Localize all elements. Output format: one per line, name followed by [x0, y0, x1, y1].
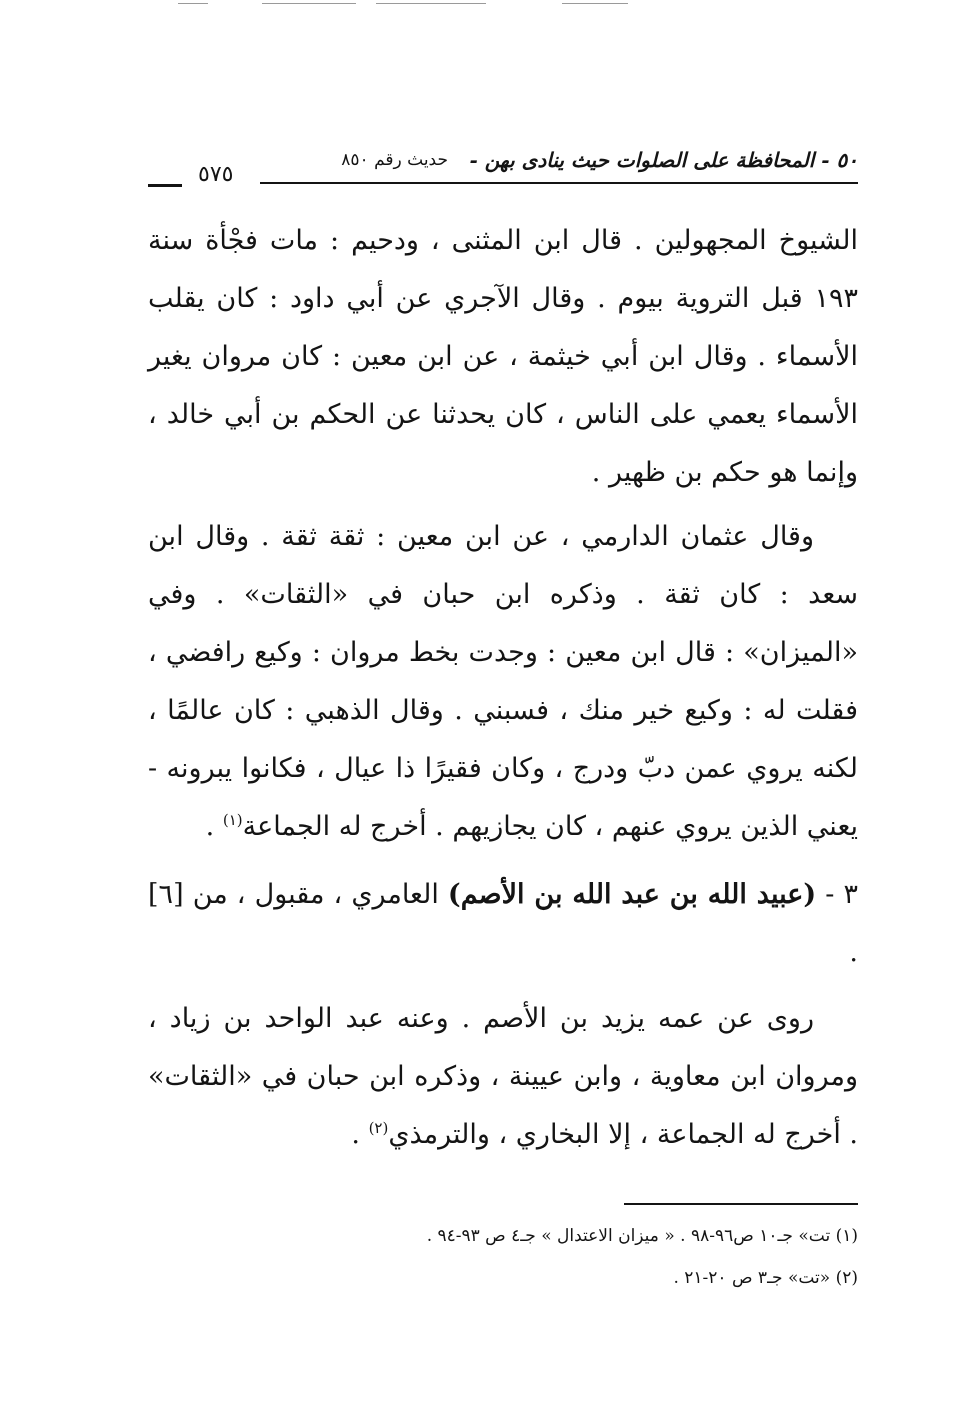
paragraph-4-text: روى عن عمه يزيد بن الأصم . وعنه عبد الواحد بن زياد ، ومروان ابن معاوية ، وابن عيينة ، وذكره ابن حبان في «الثقات» . أخرج له الجماعة ، إلا البخاري ، والترمذي	[148, 1003, 858, 1150]
footnotes	[148, 1215, 858, 1299]
book-page	[148, 140, 858, 1300]
paragraph-1: الشيوخ المجهولين . قال ابن المثنى ، ودحيم : مات فجْأة سنة ١٩٣ قبل التروية بيوم . وقال الآجري عن أبي داود : كان يقلب الأسماء . وقال ابن أبي خيثمة ، عن ابن معين : كان مروان يغير الأسماء يعمي على الناس ، كان يحدثنا عن الحكم بن أبي خالد ، وإنما هو حكم بن ظهير .	[148, 225, 858, 488]
entry-number: ٣ -	[816, 879, 858, 910]
scan-edge-line	[178, 3, 208, 4]
scan-edge-line	[262, 3, 356, 4]
hadith-reference: حديث رقم ٨٥٠	[341, 150, 448, 170]
page-number-dash	[148, 184, 182, 187]
footnote-separator	[624, 1203, 858, 1205]
header-rule	[260, 182, 858, 184]
paragraph-4-end: .	[351, 1119, 369, 1150]
scan-edge-line	[562, 3, 628, 4]
scan-edge-line	[376, 3, 486, 4]
paragraph-2-end: .	[205, 811, 223, 842]
paragraph-4	[148, 990, 858, 1164]
chapter-title: ٥٠ - المحافظة على الصلوات حيث ينادى بهن -	[469, 148, 858, 172]
paragraph-2	[148, 508, 858, 856]
narrator-entry-3	[148, 866, 858, 982]
running-header	[148, 140, 858, 188]
narrator-name: (عبيد الله بن عبد الله بن الأصم)	[447, 879, 817, 910]
footnote-mark: (١)	[222, 811, 243, 829]
footnote-2: (٢) «تت» جـ٣ ص ٢٠-٢١ .	[673, 1268, 858, 1288]
paragraph-2-text: وقال عثمان الدارمي ، عن ابن معين : ثقة ثقة . وقال ابن سعد : كان ثقة . وذكره ابن حبان في «الثقات» . وفي «الميزان» : قال ابن معين : وجدت بخط مروان : وكيع رافضي ، فقلت له : وكيع خير منك ، فسبني . وقال الذهبي : كان عالمًا ، لكنه يروي عمن دبّ ودرج ، وكان فقيرًا ذا عيال ، فكانوا يبرونه - يعني الذين يروي عنهم ، كان يجازيهم . أخرج له الجماعة	[148, 521, 858, 842]
footnote-mark: (٢)	[368, 1119, 389, 1137]
footnote-1: (١) تت» جـ١٠ ص٩٦-٩٨ . « ميزان الاعتدال » جـ٤ ص ٩٣-٩٤ .	[426, 1226, 858, 1246]
entry-description: العامري ، مقبول ، من [٦] .	[148, 879, 858, 968]
page-number: ٥٧٥	[198, 162, 234, 187]
